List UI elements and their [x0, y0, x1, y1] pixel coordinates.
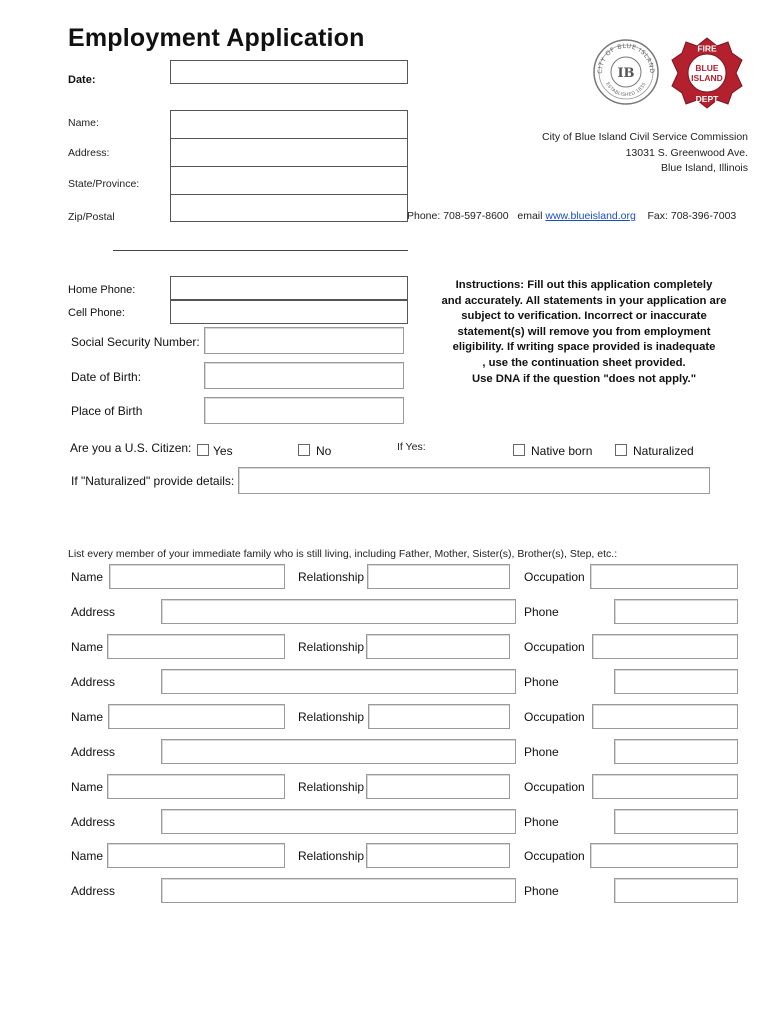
cell-phone-label: Cell Phone:	[68, 307, 125, 319]
name-label: Name:	[68, 117, 99, 129]
seal-text: CITY OF BLUE ISLAND	[596, 42, 656, 74]
page-title: Employment Application	[68, 24, 365, 52]
family-phone-field[interactable]	[614, 878, 738, 903]
instructions-line: eligibility. If writing space provided is inadequate	[452, 341, 716, 354]
family-relationship-label: Relationship	[298, 570, 365, 584]
family-phone-label: Phone	[524, 815, 559, 829]
instructions	[436, 278, 732, 387]
address-field[interactable]	[170, 138, 408, 166]
instructions-line: and accurately. All statements in your application are	[441, 294, 727, 307]
commission-line2: 13031 S. Greenwood Ave.	[625, 146, 748, 159]
zip-label: Zip/Postal	[68, 211, 115, 223]
family-phone-label: Phone	[524, 605, 559, 619]
family-relationship-field[interactable]	[368, 704, 510, 729]
family-address-label: Address	[71, 605, 116, 619]
address-label: Address:	[68, 147, 110, 159]
family-relationship-field[interactable]	[366, 634, 510, 659]
family-name-field[interactable]	[107, 774, 285, 799]
fire-top-text: FIRE	[697, 43, 717, 54]
family-relationship-field[interactable]	[367, 564, 510, 589]
citizen-label: Are you a U.S. Citizen:	[70, 441, 192, 455]
native-born-checkbox[interactable]	[513, 444, 525, 456]
naturalized-details-field[interactable]	[238, 467, 710, 494]
pob-field[interactable]	[204, 397, 404, 424]
family-occupation-label: Occupation	[524, 640, 585, 654]
family-name-label: Name	[71, 640, 104, 654]
family-address-label: Address	[71, 745, 116, 759]
family-occupation-field[interactable]	[592, 704, 738, 729]
ssn-label: Social Security Number:	[71, 335, 200, 349]
family-phone-label: Phone	[524, 745, 559, 759]
state-label: State/Province:	[68, 178, 140, 190]
dob-label: Date of Birth:	[71, 370, 142, 384]
family-phone-field[interactable]	[614, 669, 738, 694]
naturalized-details-label: If "Naturalized" provide details:	[71, 474, 235, 488]
family-occupation-label: Occupation	[524, 849, 585, 863]
family-relationship-field[interactable]	[366, 774, 510, 799]
family-phone-label: Phone	[524, 675, 559, 689]
family-phone-field[interactable]	[614, 809, 738, 834]
family-name-field[interactable]	[108, 704, 285, 729]
commission-line1: City of Blue Island Civil Service Commission	[542, 131, 748, 143]
family-relationship-label: Relationship	[298, 780, 365, 794]
family-address-label: Address	[71, 675, 116, 689]
family-address-label: Address	[71, 884, 116, 898]
naturalized-checkbox[interactable]	[615, 444, 627, 456]
fire-mid2-text: ISLAND	[691, 73, 723, 83]
commission-phone: Phone: 708-597-8600	[407, 210, 509, 222]
family-address-field[interactable]	[161, 809, 516, 834]
family-name-label: Name	[71, 570, 104, 584]
native-born-label: Native born	[531, 444, 593, 458]
commission-line3: Blue Island, Illinois	[661, 162, 748, 174]
family-occupation-label: Occupation	[524, 570, 585, 584]
citizen-yes-checkbox[interactable]	[197, 444, 209, 456]
commission-email-label: email	[517, 210, 543, 222]
identity-fields	[170, 110, 408, 222]
instructions-line: statement(s) will remove you from employment	[457, 325, 711, 338]
family-phone-label: Phone	[524, 884, 559, 898]
family-name-field[interactable]	[107, 843, 285, 868]
family-occupation-label: Occupation	[524, 780, 585, 794]
city-seal-logo	[592, 38, 660, 106]
family-occupation-field[interactable]	[592, 774, 738, 799]
naturalized-label: Naturalized	[633, 444, 694, 458]
dob-field[interactable]	[204, 362, 404, 389]
family-relationship-label: Relationship	[298, 710, 365, 724]
family-address-label: Address	[71, 815, 116, 829]
family-phone-field[interactable]	[614, 739, 738, 764]
commission-fax: Fax: 708-396-7003	[647, 210, 737, 222]
family-address-field[interactable]	[161, 599, 516, 624]
zip-field[interactable]	[170, 194, 408, 222]
family-address-field[interactable]	[161, 878, 516, 903]
citizen-no-label: No	[316, 444, 332, 458]
family-relationship-label: Relationship	[298, 640, 365, 654]
fire-bottom-text: DEPT	[695, 94, 719, 104]
citizen-no-checkbox[interactable]	[298, 444, 310, 456]
date-label: Date:	[68, 74, 96, 86]
divider-line	[113, 250, 408, 251]
fire-mid1-text: BLUE	[695, 63, 719, 73]
home-phone-label: Home Phone:	[68, 284, 136, 296]
family-relationship-label: Relationship	[298, 849, 365, 863]
family-relationship-field[interactable]	[366, 843, 510, 868]
citizen-yes-label: Yes	[213, 444, 233, 458]
commission-contact	[407, 210, 736, 222]
family-name-label: Name	[71, 849, 104, 863]
if-yes-label: If Yes:	[397, 441, 426, 453]
instructions-line: Use DNA if the question "does not apply."	[471, 372, 697, 385]
family-phone-field[interactable]	[614, 599, 738, 624]
seal-bottom-text: ESTABLISHED 1835	[604, 81, 648, 99]
family-address-field[interactable]	[161, 739, 516, 764]
family-occupation-label: Occupation	[524, 710, 585, 724]
family-occupation-field[interactable]	[590, 564, 738, 589]
instructions-line: subject to verification. Incorrect or inaccurate	[461, 310, 707, 323]
family-name-field[interactable]	[109, 564, 285, 589]
family-name-field[interactable]	[107, 634, 285, 659]
instructions-line: Instructions: Fill out this application completely	[455, 279, 713, 291]
instructions-line: , use the continuation sheet provided.	[482, 356, 686, 369]
family-name-label: Name	[71, 710, 104, 724]
family-occupation-field[interactable]	[590, 843, 738, 868]
ssn-field[interactable]	[204, 327, 404, 354]
family-occupation-field[interactable]	[592, 634, 738, 659]
commission-email-link[interactable]: www.blueisland.org	[545, 210, 636, 222]
fire-dept-logo	[670, 36, 744, 110]
family-instructions: List every member of your immediate family who is still living, including Father, Mother, Sister(s), Brother(s), Step, etc.:	[68, 548, 618, 560]
seal-center-text: IB	[617, 66, 635, 81]
state-field[interactable]	[170, 166, 408, 194]
cell-phone-field[interactable]	[170, 300, 408, 324]
family-name-label: Name	[71, 780, 104, 794]
home-phone-field[interactable]	[170, 276, 408, 300]
name-field[interactable]	[170, 110, 408, 138]
pob-label: Place of Birth	[71, 404, 143, 418]
date-field[interactable]	[170, 60, 408, 84]
family-address-field[interactable]	[161, 669, 516, 694]
commission-address	[500, 130, 748, 177]
